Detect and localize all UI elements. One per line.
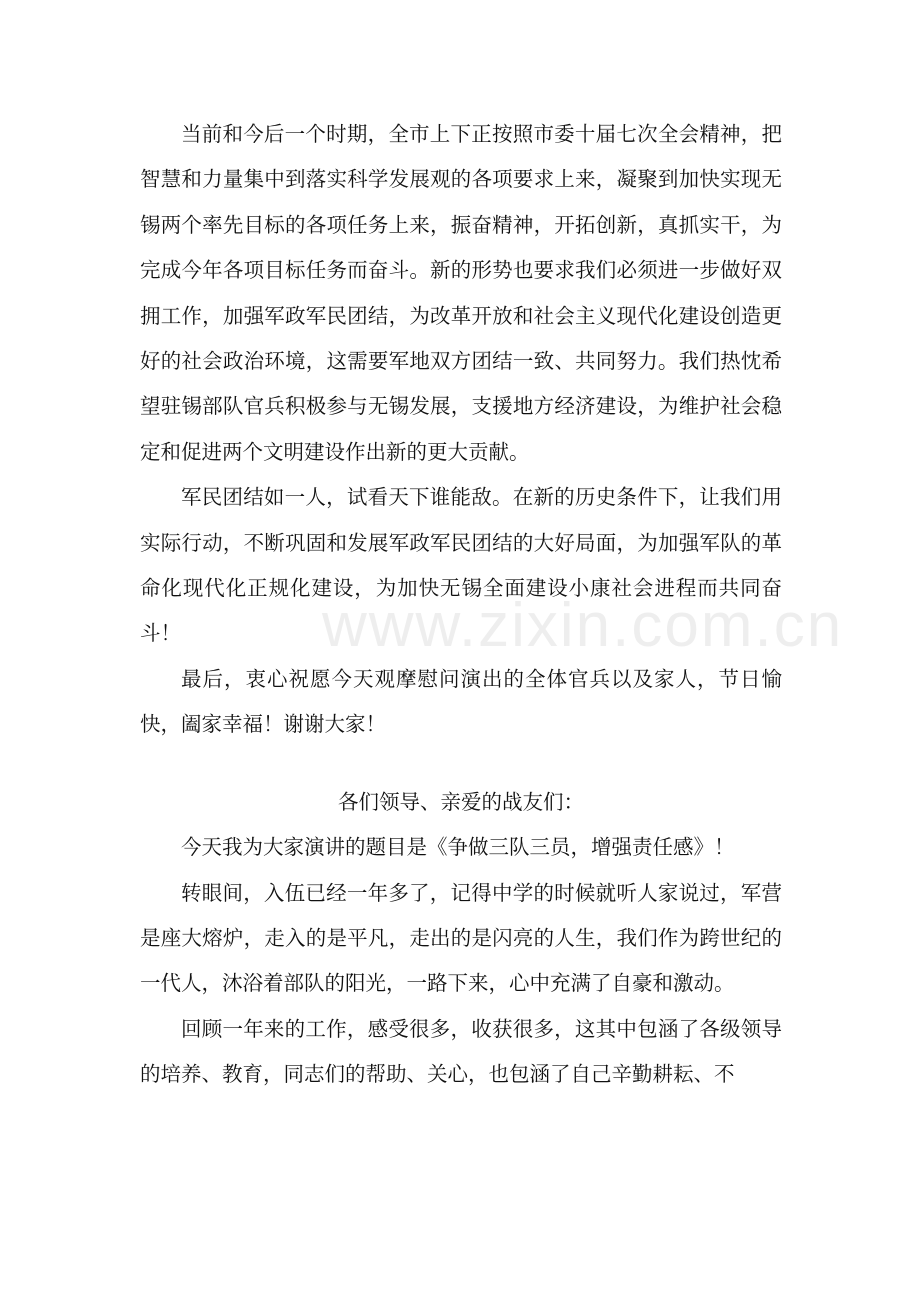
- document-body: [140, 112, 782, 1098]
- paragraph: 转眼间，入伍已经一年多了，记得中学的时候就听人家说过，军营是座大熔炉，走入的是平凡，走出的是闪亮的人生，我们作为跨世纪的一代人，沐浴着部队的阳光，一路下来，心中充满了自豪和激动。: [140, 880, 782, 996]
- speech-salutation: 各们领导、亲爱的战友们：: [338, 789, 584, 814]
- paragraph: 回顾一年来的工作，感受很多，收获很多，这其中包涵了各级领导的培养、教育，同志们的帮助、关心，也包涵了自己辛勤耕耘、不: [140, 1016, 782, 1087]
- paragraph: 当前和今后一个时期，全市上下正按照市委十届七次全会精神，把智慧和力量集中到落实科学发展观的各项要求上来，凝聚到加快实现无锡两个率先目标的各项任务上来，振奋精神，开拓创新，真抓实干，为完成今年各项目标任务而奋斗。新的形势也要求我们必须进一步做好双拥工作，加强军政军民团结，为改革开放和社会主义现代化建设创造更好的社会政治环境，这需要军地双方团结一致、共同努力。我们热忱希望驻锡部队官兵积极参与无锡发展，支援地方经济建设，为维护社会稳定和促进两个文明建设作出新的更大贡献。: [140, 122, 782, 464]
- paragraph: 最后，衷心祝愿今天观摩慰问演出的全体官兵以及家人，节日愉快，阖家幸福！谢谢大家！: [140, 666, 782, 737]
- paragraph: 军民团结如一人，试看天下谁能敌。在新的历史条件下，让我们用实际行动，不断巩固和发展军政军民团结的大好局面，为加强军队的革命化现代化正规化建设，为加快无锡全面建设小康社会进程而共同奋斗！: [140, 485, 782, 646]
- paragraph: 今天我为大家演讲的题目是《争做三队三员，增强责任感》！: [181, 835, 735, 860]
- watermark-text: www.zixin.com.cn: [322, 591, 844, 660]
